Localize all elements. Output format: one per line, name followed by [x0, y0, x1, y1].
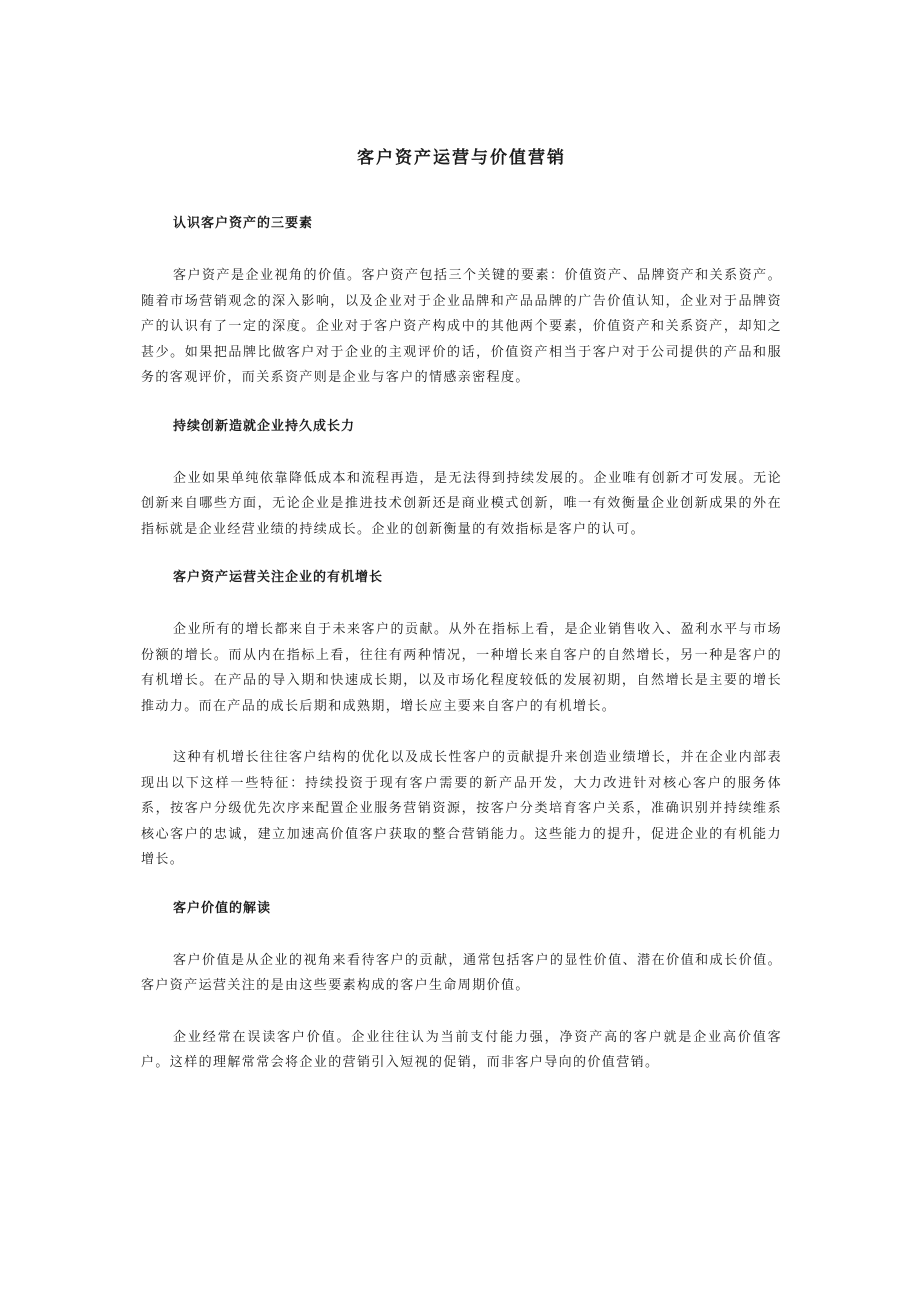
- section-heading: 客户价值的解读: [173, 900, 272, 916]
- paragraph: 企业如果单纯依靠降低成本和流程再造，是无法得到持续发展的。企业唯有创新才可发展。无论创新来自哪些方面，无论企业是推进技术创新还是商业模式创新，唯一有效衡量企业创新成果的外在指标就是企业经营业绩的持续成长。企业的创新衡量的有效指标是客户的认可。: [141, 470, 782, 537]
- section-continuous-innovation: [141, 417, 782, 543]
- paragraph: 这种有机增长往往客户结构的优化以及成长性客户的贡献提升来创造业绩增长，并在企业内部表现出以下这样一些特征：持续投资于现有客户需要的新产品开发，大力改进针对核心客户的服务体系，按客户分级优先次序来配置企业服务营销资源，按客户分类培育客户关系，准确识别并持续维系核心客户的忠诚，建立加速高价值客户获取的整合营销能力。这些能力的提升，促进企业的有机能力增长。: [141, 750, 782, 867]
- paragraph: 企业经常在误读客户价值。企业往往认为当前支付能力强，净资产高的客户就是企业高价值客户。这样的理解常常会将企业的营销引入短视的促销，而非客户导向的价值营销。: [141, 1029, 782, 1070]
- section-heading: 持续创新造就企业持久成长力: [173, 418, 356, 434]
- paragraph: 客户资产是企业视角的价值。客户资产包括三个关键的要素：价值资产、品牌资产和关系资产。随着市场营销观念的深入影响，以及企业对于企业品牌和产品品牌的广告价值认知，企业对于品牌资产的认识有了一定的深度。企业对于客户资产构成中的其他两个要素，价值资产和关系资产，却知之甚少。如果把品牌比做客户对于企业的主观评价的话，价值资产相当于客户对于公司提供的产品和服务的客观评价，而关系资产则是企业与客户的情感亲密程度。: [141, 268, 782, 385]
- document-page: [141, 146, 782, 1102]
- paragraph: 企业所有的增长都来自于未来客户的贡献。从外在指标上看，是企业销售收入、盈利水平与市场份额的增长。而从内在指标上看，往往有两种情况，一种增长来自客户的自然增长，另一种是客户的有机增长。在产品的导入期和快速成长期，以及市场化程度较低的发展初期，自然增长是主要的增长推动力。而在产品的成长后期和成熟期，增长应主要来自客户的有机增长。: [141, 622, 782, 714]
- section-heading: 客户资产运营关注企业的有机增长: [173, 570, 384, 585]
- paragraph: 客户价值是从企业的视角来看待客户的贡献，通常包括客户的显性价值、潜在价值和成长价值。客户资产运营关注的是由这些要素构成的客户生命周期价值。: [141, 952, 782, 993]
- section-customer-value: [141, 899, 782, 1076]
- document-title: 客户资产运营与价值营销: [357, 148, 566, 168]
- section-organic-growth: [141, 568, 782, 873]
- section-customer-asset-elements: [141, 214, 782, 391]
- section-heading: 认识客户资产的三要素: [173, 216, 314, 231]
